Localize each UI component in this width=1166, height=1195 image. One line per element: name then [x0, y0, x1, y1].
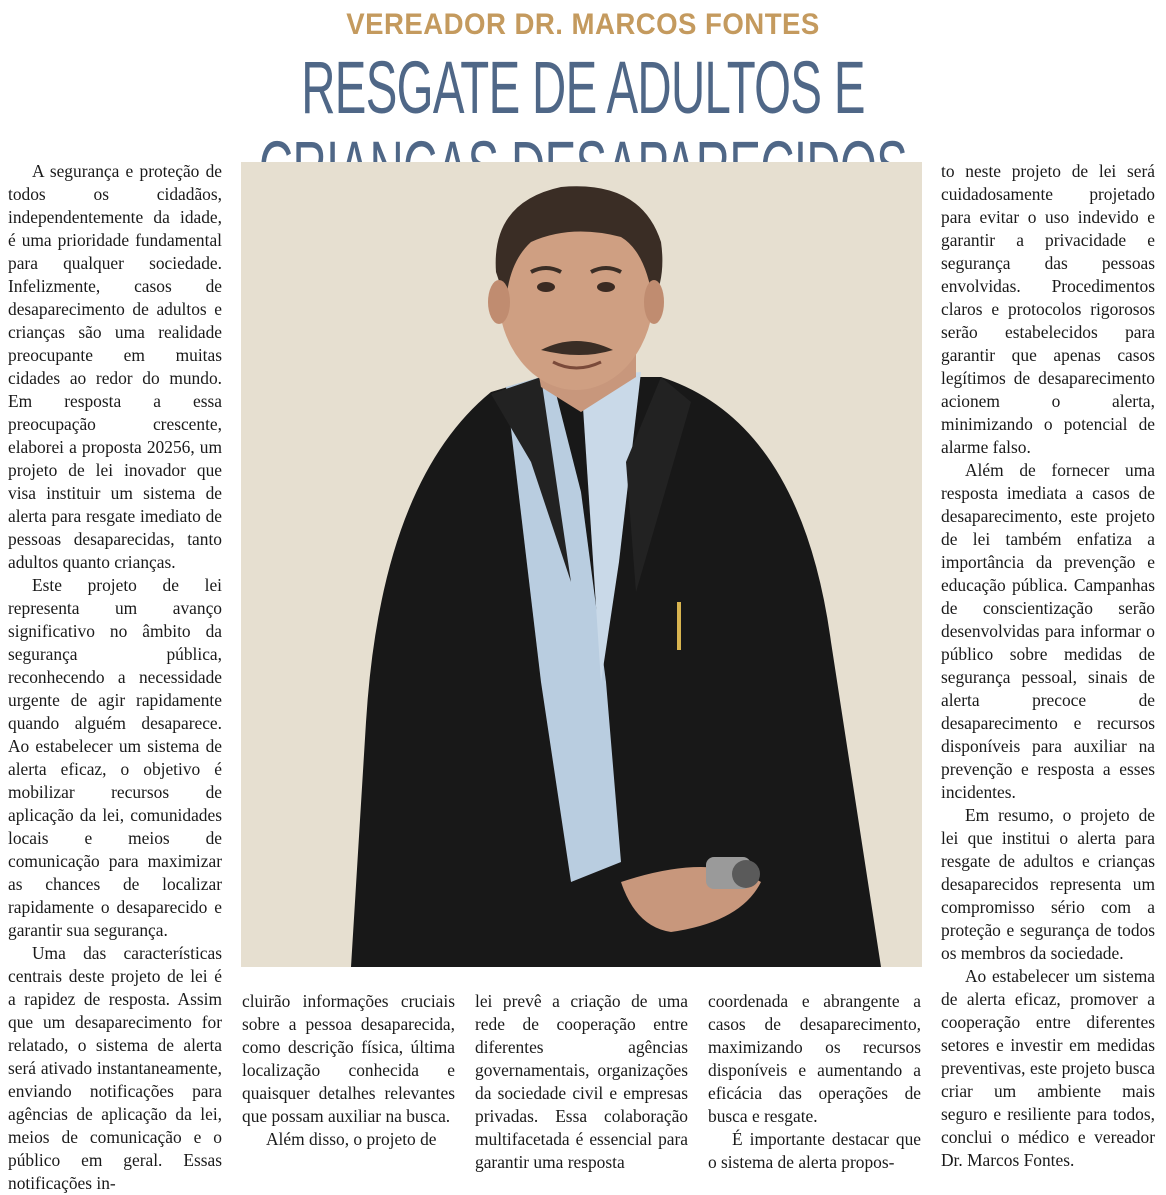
- text-column-1: [8, 160, 222, 1195]
- text-column-3: [475, 990, 688, 1174]
- paragraph: Além disso, o projeto de: [266, 1129, 437, 1149]
- paragraph: Este projeto de lei representa um avanço significativo no âmbito da segurança pública, reconhecendo a necessidade urgente de agir rapidamente quando alguém desaparece. Ao estabelecer um sistema de alerta eficaz, o objetivo é mobilizar recursos de aplicação da lei, comunidades locais e meios de comunicação para maximizar as chances de localizar rapidamente o desaparecido e garantir sua segurança.: [8, 575, 222, 940]
- paragraph: Além de fornecer uma resposta imediata a casos de desaparecimento, este projeto de lei também enfatiza a importância da prevenção e educação pública. Campanhas de conscientização serão desenvolvidas para informar o público sobre medidas de segurança pessoal, sinais de alerta precoce de desaparecimento e recursos disponíveis para auxiliar na prevenção e resposta a esses incidentes.: [941, 460, 1155, 802]
- paragraph: A segurança e proteção de todos os cidadãos, independentemente da idade, é uma prioridade fundamental para qualquer sociedade. Infelizmente, casos de desaparecimento de adultos e crianças são uma realidade preocupante em muitas cidades ao redor do mundo. Em resposta a essa preocupação crescente, elaborei a proposta 20256, um projeto de lei inovador que visa instituir um sistema de alerta para resgate imediato de pessoas desaparecidas, tanto adultos quanto crianças.: [8, 161, 222, 572]
- paragraph: Em resumo, o projeto de lei que institui o alerta para resgate de adultos e crianças desaparecidos representa um compromisso sério com a proteção e segurança de todos os membros da sociedade.: [941, 805, 1155, 963]
- portrait-illustration: [241, 162, 922, 967]
- paragraph: cluirão informações cruciais sobre a pessoa desaparecida, como descrição física, última localização conhecida e quaisquer detalhes relevantes que possam auxiliar na busca.: [242, 991, 455, 1126]
- portrait-photo: [241, 162, 922, 967]
- text-column-2: [242, 990, 455, 1151]
- paragraph: coordenada e abrangente a casos de desaparecimento, maximizando os recursos disponíveis e aumentando a eficácia das operações de busca e resgate.: [708, 991, 921, 1126]
- text-column-4: [708, 990, 921, 1174]
- article-headline: RESGATE DE ADULTOS E: [301, 46, 865, 129]
- paragraph: Uma das características centrais deste projeto de lei é a rapidez de resposta. Assim que um desaparecimento for relatado, o sistema de alerta será ativado instantaneamente, enviando notificações para agências de aplicação da lei, meios de comunicação e o público em geral. Essas notificações in-: [8, 943, 222, 1193]
- paragraph: lei prevê a criação de uma rede de cooperação entre diferentes agências governamentais, organizações da sociedade civil e empresas privadas. Essa colaboração multifacetada é essencial para garantir uma resposta: [475, 991, 688, 1172]
- paragraph: Ao estabelecer um sistema de alerta eficaz, promover a cooperação entre diferentes setores e investir em medidas preventivas, este projeto busca criar um ambiente mais seguro e resiliente para todos, conclui o médico e vereador Dr. Marcos Fontes.: [941, 966, 1155, 1170]
- paragraph: to neste projeto de lei será cuidadosamente projetado para evitar o uso indevido e garantir a privacidade e segurança das pessoas envolvidas. Procedimentos claros e protocolos rigorosos serão estabelecidos para garantir que apenas casos legítimos de desaparecimento acionem o alerta, minimizando o potencial de alarme falso.: [941, 161, 1155, 457]
- article-kicker: VEREADOR DR. MARCOS FONTES: [346, 8, 820, 41]
- paragraph: É importante destacar que o sistema de alerta propos-: [708, 1129, 921, 1172]
- text-column-5: [941, 160, 1155, 1172]
